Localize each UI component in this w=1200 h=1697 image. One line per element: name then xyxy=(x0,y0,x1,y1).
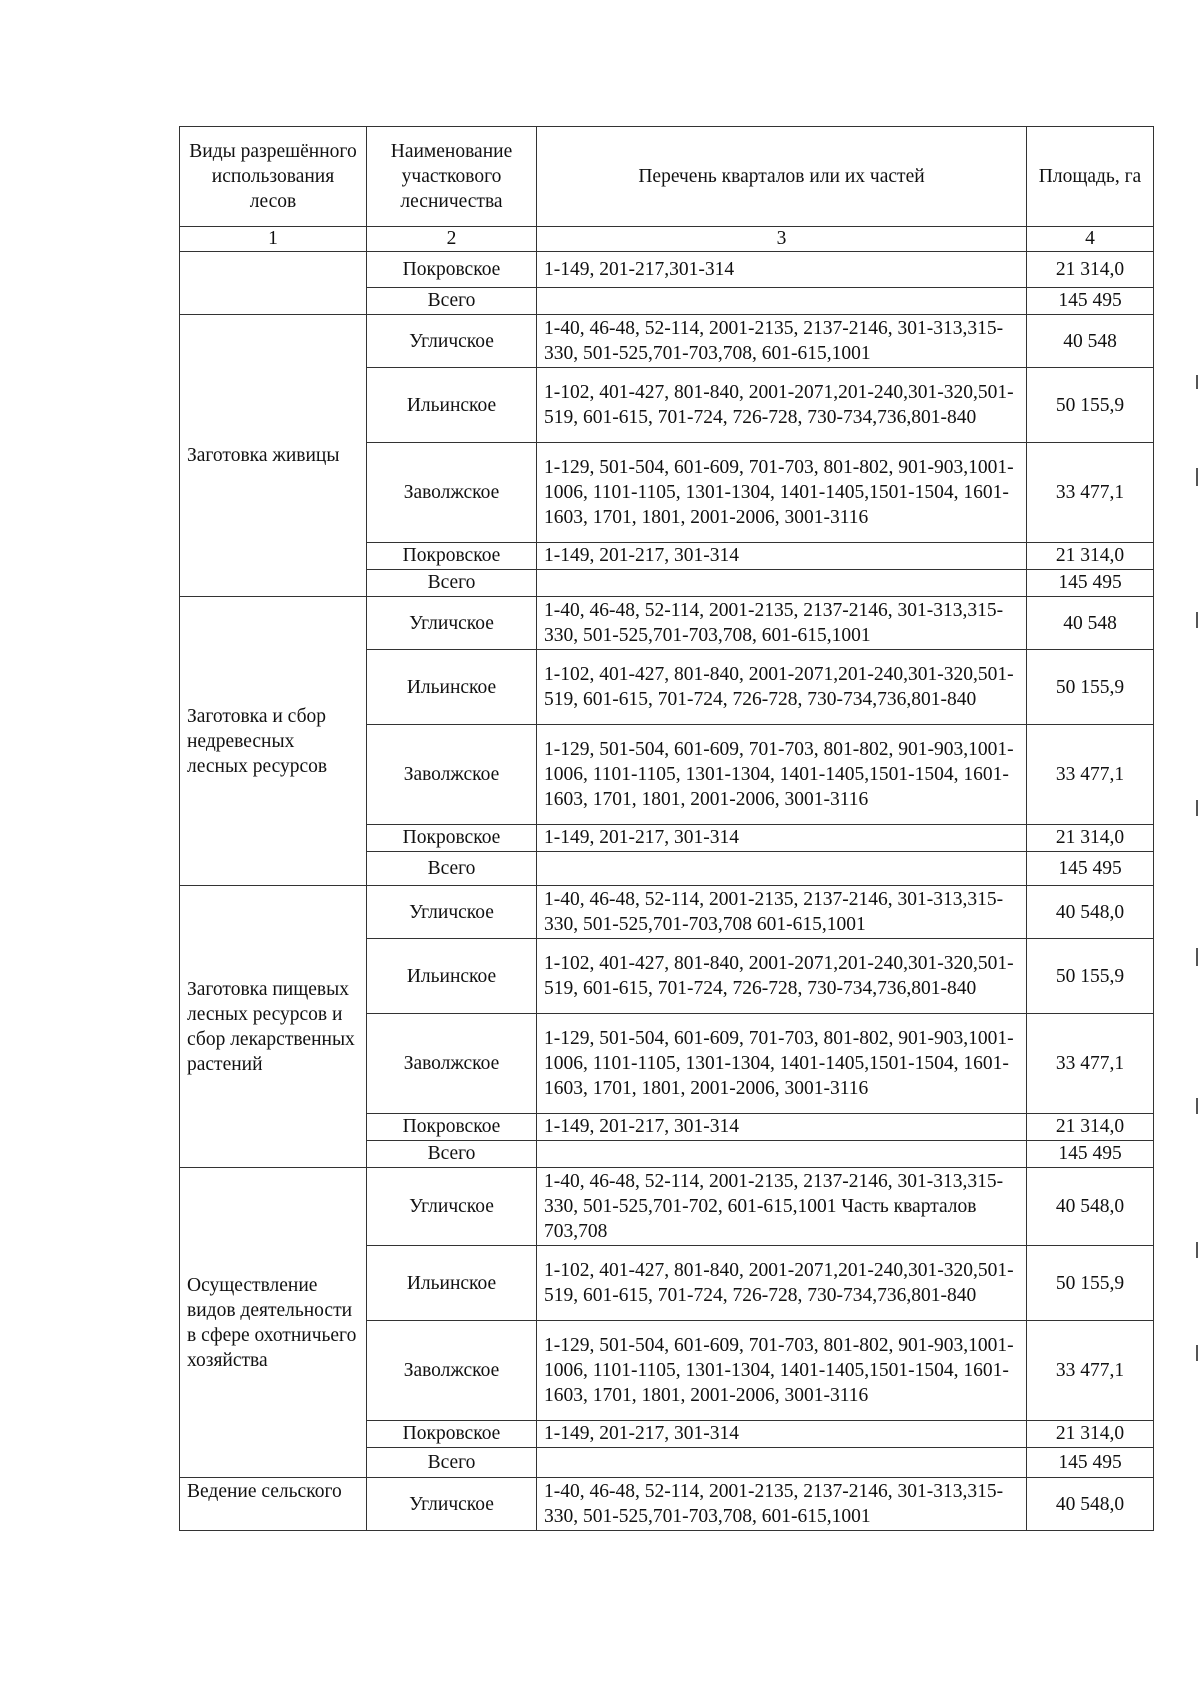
forestry-name: Угличское xyxy=(367,886,537,939)
table-row xyxy=(180,597,1154,650)
forestry-name: Покровское xyxy=(367,1114,537,1141)
quarters-list xyxy=(537,1448,1027,1478)
forestry-name: Угличское xyxy=(367,315,537,368)
forestry-name: Покровское xyxy=(367,1421,537,1448)
area-value: 40 548 xyxy=(1027,315,1154,368)
total-label: Всего xyxy=(367,1141,537,1168)
scan-mark xyxy=(1196,375,1198,389)
quarters-list: 1-149, 201-217, 301-314 xyxy=(537,1421,1027,1448)
forestry-name: Заволжское xyxy=(367,1321,537,1421)
column-number: 4 xyxy=(1027,227,1154,252)
table-row xyxy=(180,886,1154,939)
quarters-list xyxy=(537,288,1027,315)
total-area: 145 495 xyxy=(1027,570,1154,597)
total-area: 145 495 xyxy=(1027,288,1154,315)
area-value: 33 477,1 xyxy=(1027,1321,1154,1421)
forestry-name: Покровское xyxy=(367,825,537,852)
forestry-name: Угличское xyxy=(367,597,537,650)
area-value: 21 314,0 xyxy=(1027,543,1154,570)
quarters-list xyxy=(537,570,1027,597)
forestry-name: Заволжское xyxy=(367,443,537,543)
forestry-name: Ильинское xyxy=(367,1246,537,1321)
column-number: 3 xyxy=(537,227,1027,252)
quarters-list: 1-149, 201-217,301-314 xyxy=(537,252,1027,288)
forestry-name: Ильинское xyxy=(367,939,537,1014)
quarters-list: 1-129, 501-504, 601-609, 701-703, 801-802, 901-903,1001-1006, 1101-1105, 1301-1304, 1401-1405,1501-1504, 1601-1603, 1701, 1801, 2001-2006, 3001-3116 xyxy=(537,443,1027,543)
forestry-name: Заволжское xyxy=(367,1014,537,1114)
column-number: 1 xyxy=(180,227,367,252)
area-value: 40 548,0 xyxy=(1027,1168,1154,1246)
forestry-name: Ильинское xyxy=(367,650,537,725)
quarters-list: 1-40, 46-48, 52-114, 2001-2135, 2137-2146, 301-313,315-330, 501-525,701-702, 601-615,1001 Часть кварталов 703,708 xyxy=(537,1168,1027,1246)
quarters-list: 1-102, 401-427, 801-840, 2001-2071,201-240,301-320,501-519, 601-615, 701-724, 726-728, 730-734,736,801-840 xyxy=(537,650,1027,725)
forestry-name: Угличское xyxy=(367,1478,537,1531)
scan-mark xyxy=(1196,800,1198,816)
total-area: 145 495 xyxy=(1027,1141,1154,1168)
header-quarters: Перечень кварталов или их частей xyxy=(537,127,1027,227)
area-value: 21 314,0 xyxy=(1027,1114,1154,1141)
quarters-list: 1-40, 46-48, 52-114, 2001-2135, 2137-2146, 301-313,315-330, 501-525,701-703,708, 601-615,1001 xyxy=(537,315,1027,368)
area-value: 50 155,9 xyxy=(1027,1246,1154,1321)
forestry-name: Покровское xyxy=(367,543,537,570)
header-kind: Виды разрешённого использования лесов xyxy=(180,127,367,227)
area-value: 40 548,0 xyxy=(1027,886,1154,939)
scan-mark xyxy=(1196,612,1198,628)
area-value: 50 155,9 xyxy=(1027,368,1154,443)
area-value: 21 314,0 xyxy=(1027,252,1154,288)
forestry-name: Покровское xyxy=(367,252,537,288)
table-row xyxy=(180,1478,1154,1531)
quarters-list: 1-149, 201-217, 301-314 xyxy=(537,825,1027,852)
total-label: Всего xyxy=(367,1448,537,1478)
scan-mark xyxy=(1196,1345,1198,1361)
quarters-list: 1-149, 201-217, 301-314 xyxy=(537,1114,1027,1141)
quarters-list: 1-149, 201-217, 301-314 xyxy=(537,543,1027,570)
area-value: 40 548,0 xyxy=(1027,1478,1154,1531)
scan-mark xyxy=(1196,1098,1198,1114)
scan-mark xyxy=(1196,1242,1198,1258)
quarters-list: 1-40, 46-48, 52-114, 2001-2135, 2137-2146, 301-313,315-330, 501-525,701-703,708 601-615,1001 xyxy=(537,886,1027,939)
area-value: 33 477,1 xyxy=(1027,725,1154,825)
total-area: 145 495 xyxy=(1027,1448,1154,1478)
area-value: 21 314,0 xyxy=(1027,825,1154,852)
use-kind: Осуществление видов деятельности в сфере охотничьего хозяйства xyxy=(180,1168,367,1478)
kind-cell-empty xyxy=(180,252,367,315)
quarters-list xyxy=(537,852,1027,886)
table-row xyxy=(180,315,1154,368)
quarters-list: 1-102, 401-427, 801-840, 2001-2071,201-240,301-320,501-519, 601-615, 701-724, 726-728, 730-734,736,801-840 xyxy=(537,939,1027,1014)
table-row xyxy=(180,1168,1154,1246)
column-number-row xyxy=(180,227,1154,252)
use-kind: Заготовка живицы xyxy=(180,315,367,597)
forest-use-table xyxy=(179,126,1154,1531)
scan-mark xyxy=(1196,468,1198,486)
area-value: 21 314,0 xyxy=(1027,1421,1154,1448)
forestry-name: Угличское xyxy=(367,1168,537,1246)
area-value: 50 155,9 xyxy=(1027,939,1154,1014)
quarters-list: 1-40, 46-48, 52-114, 2001-2135, 2137-2146, 301-313,315-330, 501-525,701-703,708, 601-615,1001 xyxy=(537,1478,1027,1531)
scan-mark xyxy=(1196,948,1198,966)
forestry-name: Ильинское xyxy=(367,368,537,443)
quarters-list xyxy=(537,1141,1027,1168)
header-area: Площадь, га xyxy=(1027,127,1154,227)
quarters-list: 1-40, 46-48, 52-114, 2001-2135, 2137-2146, 301-313,315-330, 501-525,701-703,708, 601-615,1001 xyxy=(537,597,1027,650)
area-value: 40 548 xyxy=(1027,597,1154,650)
total-label: Всего xyxy=(367,570,537,597)
quarters-list: 1-102, 401-427, 801-840, 2001-2071,201-240,301-320,501-519, 601-615, 701-724, 726-728, 730-734,736,801-840 xyxy=(537,1246,1027,1321)
total-area: 145 495 xyxy=(1027,852,1154,886)
area-value: 33 477,1 xyxy=(1027,1014,1154,1114)
groups-body xyxy=(180,315,1154,1531)
column-number: 2 xyxy=(367,227,537,252)
header-row xyxy=(180,127,1154,227)
quarters-list: 1-129, 501-504, 601-609, 701-703, 801-802, 901-903,1001-1006, 1101-1105, 1301-1304, 1401-1405,1501-1504, 1601-1603, 1701, 1801, 2001-2006, 3001-3116 xyxy=(537,1321,1027,1421)
total-label: Всего xyxy=(367,288,537,315)
quarters-list: 1-102, 401-427, 801-840, 2001-2071,201-240,301-320,501-519, 601-615, 701-724, 726-728, 730-734,736,801-840 xyxy=(537,368,1027,443)
total-label: Всего xyxy=(367,852,537,886)
header-forestry: Наименование участкового лесничества xyxy=(367,127,537,227)
quarters-list: 1-129, 501-504, 601-609, 701-703, 801-802, 901-903,1001-1006, 1101-1105, 1301-1304, 1401-1405,1501-1504, 1601-1603, 1701, 1801, 2001-2006, 3001-3116 xyxy=(537,1014,1027,1114)
area-value: 33 477,1 xyxy=(1027,443,1154,543)
area-value: 50 155,9 xyxy=(1027,650,1154,725)
use-kind: Заготовка пищевых лесных ресурсов и сбор лекарственных растений xyxy=(180,886,367,1168)
use-kind: Заготовка и сбор недревесных лесных ресурсов xyxy=(180,597,367,886)
table-row xyxy=(180,252,1154,288)
forestry-name: Заволжское xyxy=(367,725,537,825)
use-kind: Ведение сельского xyxy=(180,1478,367,1531)
quarters-list: 1-129, 501-504, 601-609, 701-703, 801-802, 901-903,1001-1006, 1101-1105, 1301-1304, 1401-1405,1501-1504, 1601-1603, 1701, 1801, 2001-2006, 3001-3116 xyxy=(537,725,1027,825)
